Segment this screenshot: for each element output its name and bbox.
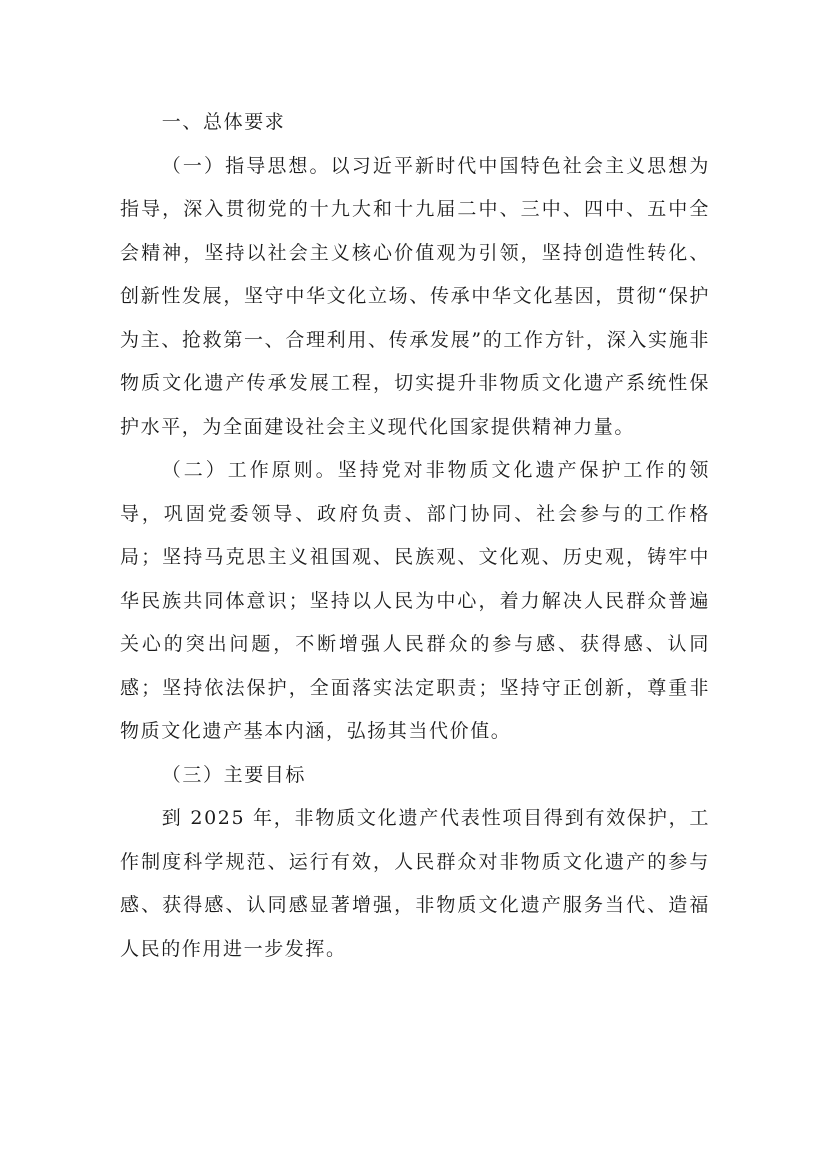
section-heading: 一、总体要求 (161, 111, 286, 133)
paragraph-goals: 到 2025 年，非物质文化遗产代表性项目得到有效保护，工作制度科学规范、运行有效，人民群众对非物质文化遗产的参与感、获得感、认同感显著增强，非物质文化遗产服务当代、造福人民的作用进一步发挥。 (120, 807, 710, 960)
paragraph-work-principles: （二）工作原则。坚持党对非物质文化遗产保护工作的领导，巩固党委领导、政府负责、部门协同、社会参与的工作格局；坚持马克思主义祖国观、民族观、文化观、历史观，铸牢中华民族共同体意识；坚持以人民为中心，着力解决人民群众普遍关心的突出问题，不断增强人民群众的参与感、获得感、认同感；坚持依法保护，全面落实法定职责；坚持守正创新，尊重非物质文化遗产基本内涵，弘扬其当代价值。 (120, 459, 710, 742)
paragraph-guiding-thought: （一）指导思想。以习近平新时代中国特色社会主义思想为指导，深入贯彻党的十九大和十九届二中、三中、四中、五中全会精神，坚持以社会主义核心价值观为引领，坚持创造性转化、创新性发展，坚守中华文化立场、传承中华文化基因，贯彻“保护为主、抢救第一、合理利用、传承发展”的工作方针，深入实施非物质文化遗产传承发展工程，切实提升非物质文化遗产系统性保护水平，为全面建设社会主义现代化国家提供精神力量。 (120, 154, 710, 438)
subheading-goals: （三）主要目标 (161, 763, 306, 786)
document-body (120, 101, 710, 971)
